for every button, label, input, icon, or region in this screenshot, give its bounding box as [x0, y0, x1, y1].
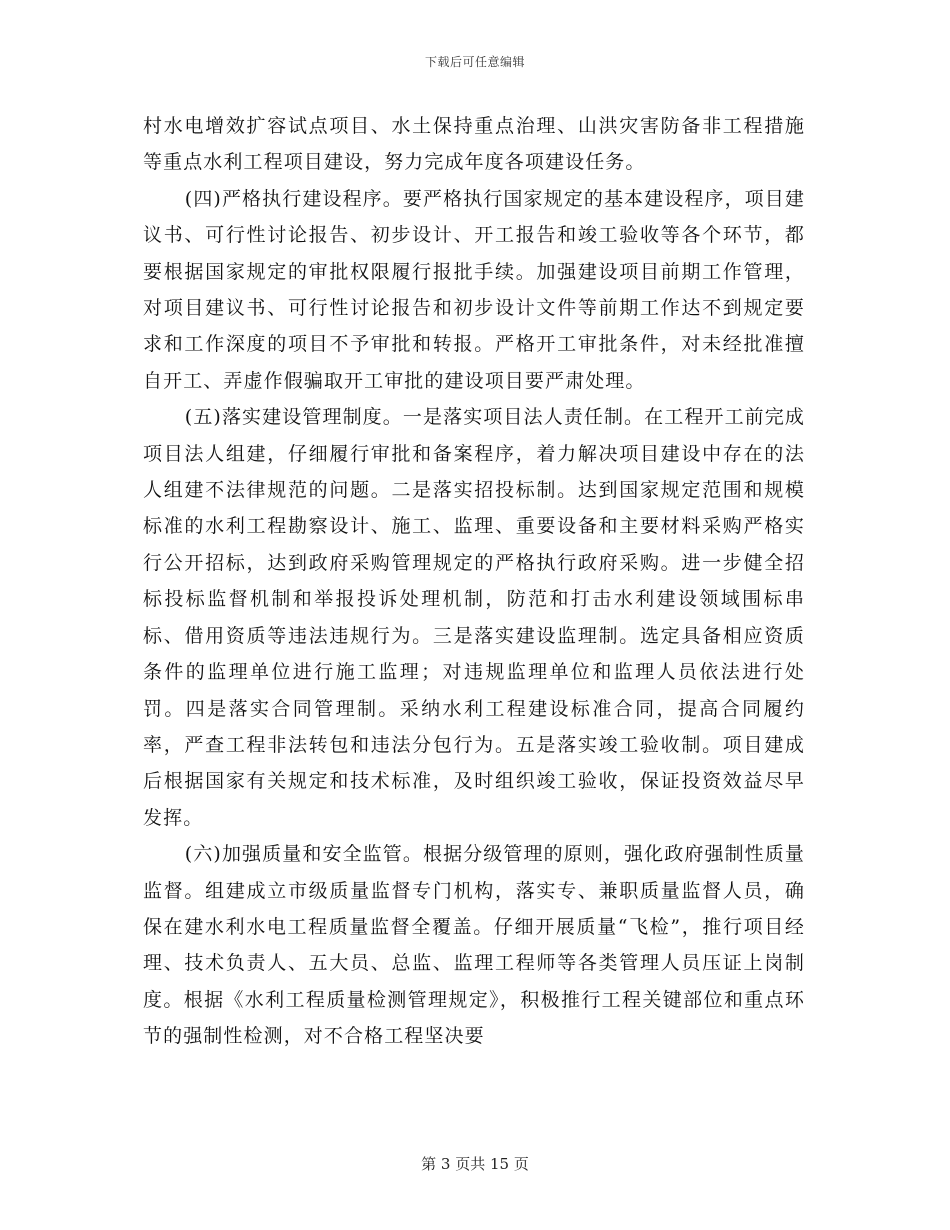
paragraph-section-6: (六)加强质量和安全监管。根据分级管理的原则，强化政府强制性质量监督。组建成立市级质量监督专门机构，落实专、兼职质量监督人员，确保在建水利水电工程质量监督全覆盖。仔细开展质量“飞检”，推行项目经理、技术负责人、五大员、总监、监理工程师等各类管理人员压证上岗制度。根据《水利工程质量检测管理规定》，积极推行工程关键部位和重点环节的强制性检测，对不合格工程坚决要	[143, 843, 805, 1048]
page-number: 第 3 页共 15 页	[421, 1155, 529, 1173]
paragraph-continuation: 村水电增效扩容试点项目、水土保持重点治理、山洪灾害防备非工程措施等重点水利工程项目建设，努力完成年度各项建设任务。	[143, 115, 805, 174]
body-text	[143, 108, 805, 1055]
header-note: 下载后可任意编辑	[424, 55, 525, 69]
paragraph-section-5: (五)落实建设管理制度。一是落实项目法人责任制。在工程开工前完成项目法人组建，仔细履行审批和备案程序，着力解决项目建设中存在的法人组建不法律规范的问题。二是落实招投标制。达到国家规定范围和规模标准的水利工程勘察设计、施工、监理、重要设备和主要材料采购严格实行公开招标，达到政府采购管理规定的严格执行政府采购。进一步健全招标投标监督机制和举报投诉处理机制，防范和打击水利建设领域围标串标、借用资质等违法违规行为。三是落实建设监理制。选定具备相应资质条件的监理单位进行施工监理；对违规监理单位和监理人员依法进行处罚。四是落实合同管理制。采纳水利工程建设标准合同，提高合同履约率，严查工程非法转包和违法分包行为。五是落实竣工验收制。项目建成后根据国家有关规定和技术标准，及时组织竣工验收，保证投资效益尽早发挥。	[143, 406, 805, 829]
paragraph-section-4: (四)严格执行建设程序。要严格执行国家规定的基本建设程序，项目建议书、可行性讨论报告、初步设计、开工报告和竣工验收等各个环节，都要根据国家规定的审批权限履行报批手续。加强建设项目前期工作管理，对项目建议书、可行性讨论报告和初步设计文件等前期工作达不到规定要求和工作深度的项目不予审批和转报。严格开工审批条件，对未经批准擅自开工、弄虚作假骗取开工审批的建设项目要严肃处理。	[143, 187, 805, 392]
